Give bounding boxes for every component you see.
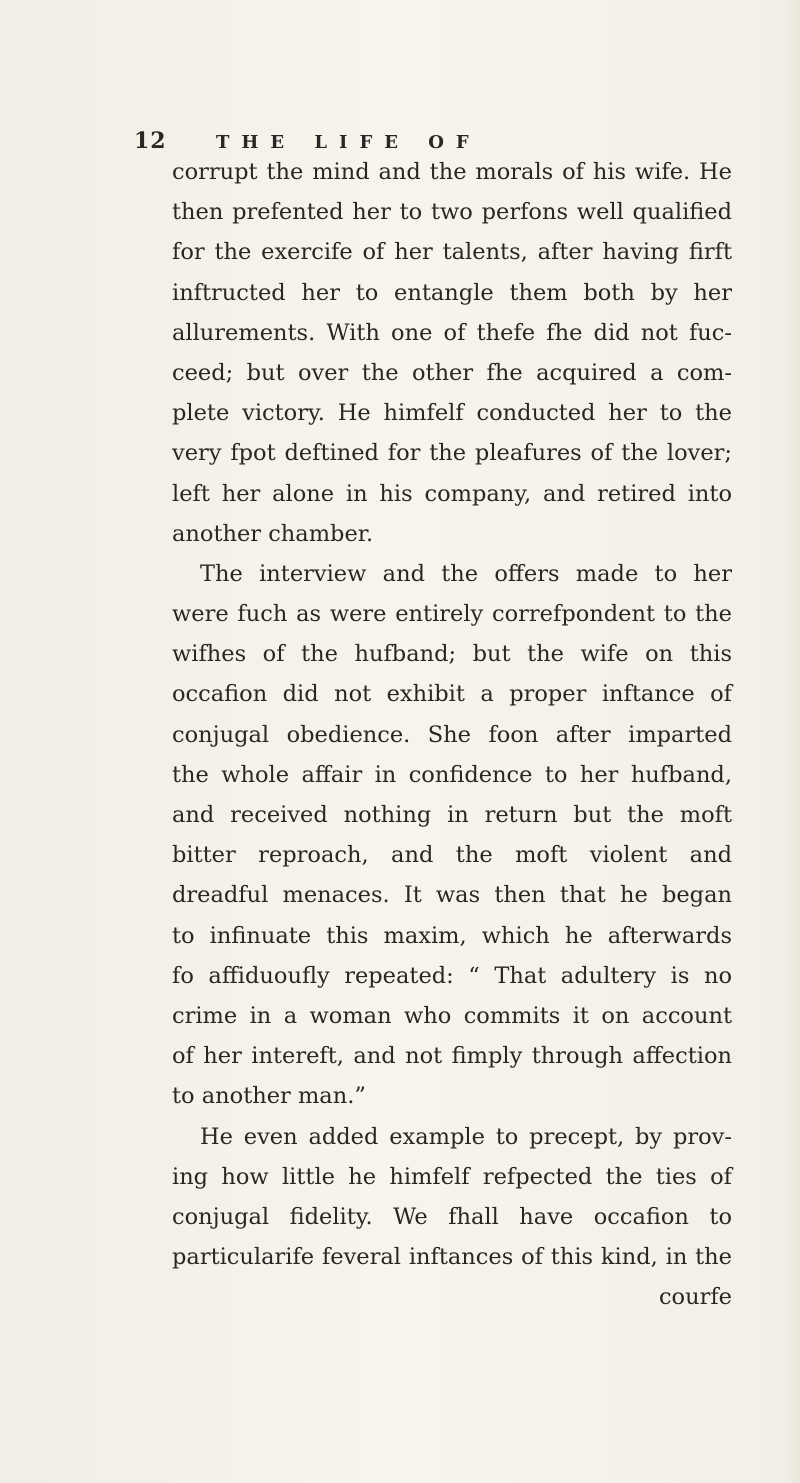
- text-line: crime in a woman who commits it on account: [172, 1002, 732, 1029]
- text-line: inftructed her to entangle them both by her: [172, 279, 732, 306]
- text-line: particularife feveral inftances of this kind, in the: [172, 1244, 732, 1271]
- page-edge-shadow: [782, 0, 800, 1483]
- text-line: The interview and the offers made to her: [200, 560, 732, 587]
- body-text: [172, 152, 732, 1317]
- text-line: to another man.”: [172, 1083, 366, 1110]
- text-line: for the exercife of her talents, after having firft: [172, 239, 732, 266]
- text-line: the whole affair in confidence to her hufband,: [172, 761, 732, 788]
- text-line: plete victory. He himfelf conducted her to the: [172, 400, 732, 427]
- text-line: dreadful menaces. It was then that he began: [172, 882, 732, 909]
- catchword: courfe: [658, 1284, 732, 1311]
- running-head: THE LIFE OF: [216, 132, 481, 153]
- text-line: allurements. With one of thefe fhe did not fuc-: [172, 319, 732, 346]
- text-line: ceed; but over the other fhe acquired a com-: [172, 359, 732, 386]
- text-line: wifhes of the hufband; but the wife on this: [172, 641, 732, 668]
- text-line: conjugal fidelity. We fhall have occafion to: [172, 1203, 732, 1230]
- text-line: very fpot deftined for the pleafures of the lover;: [172, 440, 732, 467]
- text-line: of her intereft, and not fimply through affection: [172, 1043, 732, 1070]
- text-line: were fuch as were entirely correfpondent to the: [172, 601, 732, 628]
- text-line: left her alone in his company, and retired into: [172, 480, 732, 507]
- text-line: to infinuate this maxim, which he afterwards: [172, 922, 732, 949]
- text-line: and received nothing in return but the moft: [172, 802, 732, 828]
- page-number: 12: [134, 128, 167, 154]
- text-line: occafion did not exhibit a proper inftance of: [172, 681, 732, 708]
- text-line: bitter reproach, and the moft violent and: [172, 842, 732, 869]
- text-line: another chamber.: [172, 520, 374, 547]
- text-line: fo affiduoufly repeated: “ That adultery is no: [172, 962, 732, 989]
- text-line: He even added example to precept, by prov-: [200, 1123, 732, 1150]
- text-line: ing how little he himfelf refpected the ties of: [172, 1163, 732, 1190]
- text-line: then prefented her to two perfons well qualified: [172, 199, 732, 226]
- text-line: corrupt the mind and the morals of his wife. He: [172, 159, 732, 185]
- text-line: conjugal obedience. She foon after imparted: [172, 721, 732, 748]
